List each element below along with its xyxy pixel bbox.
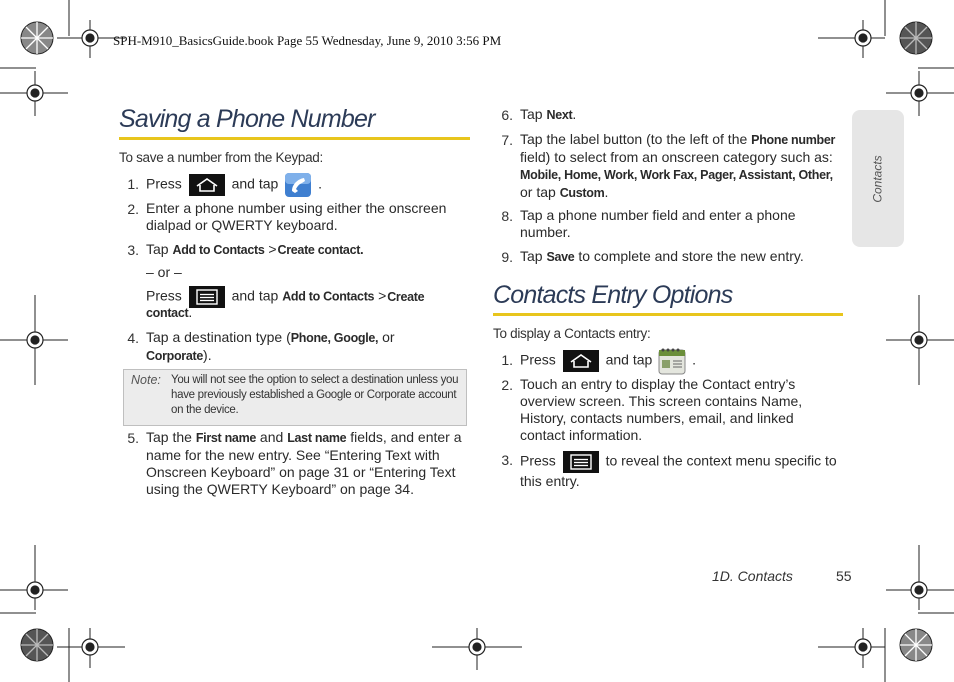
section-title: Contacts Entry Options (493, 281, 733, 309)
title-underline (119, 137, 470, 140)
home-key-icon (189, 174, 225, 196)
step-number: 8. (501, 208, 513, 224)
step-number: 1. (501, 352, 513, 368)
step-number: 6. (501, 107, 513, 123)
home-key-icon (563, 350, 599, 372)
step-5: Tap the First name and Last name fields, and enter a name for the new entry. See “Entering Text with Onscreen Keyboard” on page 31 or “Entering Text using the QWERTY Keyboard” on page 34. (146, 429, 462, 497)
or-separator: – or – (146, 264, 182, 280)
step-number: 9. (501, 249, 513, 265)
note-label: Note: (131, 373, 161, 387)
step-number: 2. (501, 377, 513, 393)
contacts-step-1: Press and tap . (520, 347, 696, 375)
step-number: 2. (127, 201, 139, 217)
step-2: Enter a phone number using either the onscreen dialpad or QWERTY keyboard. (146, 200, 447, 233)
color-wheel-icon (21, 22, 53, 54)
print-header: SPH-M910_BasicsGuide.book Page 55 Wednesday, June 9, 2010 3:56 PM (113, 33, 502, 48)
step-4: Tap a destination type (Phone, Google, or Corporate). (146, 329, 395, 363)
section-intro: To display a Contacts entry: (493, 326, 651, 341)
step-number: 3. (501, 452, 513, 468)
step-3-alt: Press and tap Add to Contacts > Create (146, 286, 424, 308)
step-7: Tap the label button (to the left of the Phone number field) to select from an onscreen category such as: Mobile, Home, Work, Work Fax, Pager, Assistant, Other, or tap Custom. (520, 131, 836, 200)
menu-key-icon (189, 286, 225, 308)
contacts-step-2: Touch an entry to display the Contact entry’s overview screen. This screen contains Name, History, contacts numbers, email, and linked contact information. (520, 376, 803, 443)
color-wheel-icon (21, 629, 53, 661)
step-6: Tap Next. (520, 106, 577, 122)
color-wheel-icon (900, 629, 932, 661)
menu-key-icon (563, 451, 599, 473)
step-1: Press and tap . (146, 172, 322, 198)
step-number: 1. (127, 176, 139, 192)
contacts-step-3: Press to reveal the context menu specific to this entry. (520, 452, 837, 489)
step-number: 4. (127, 330, 139, 346)
step-number: 5. (127, 430, 139, 446)
section-title: Saving a Phone Number (119, 105, 375, 133)
color-wheel-icon (900, 22, 932, 54)
step-number: 3. (127, 242, 139, 258)
step-3-alt-cont: contact. (146, 304, 193, 320)
title-underline (493, 313, 843, 316)
phone-app-icon (284, 172, 312, 198)
step-number: 7. (501, 132, 513, 148)
step-9: Tap Save to complete and store the new entry. (520, 248, 804, 264)
note-text: You will not see the option to select a destination unless you have previously established a Google or Corporate account on the device. (171, 374, 459, 416)
side-tab-label: Contacts (870, 154, 885, 203)
section-intro: To save a number from the Keypad: (119, 150, 323, 165)
step-3: Tap Add to Contacts > Create contact. (146, 241, 364, 257)
footer-section: 1D. Contacts (712, 568, 793, 584)
step-8: Tap a phone number field and enter a phone number. (520, 207, 796, 240)
page-number: 55 (836, 568, 852, 584)
contacts-app-icon (658, 347, 686, 375)
